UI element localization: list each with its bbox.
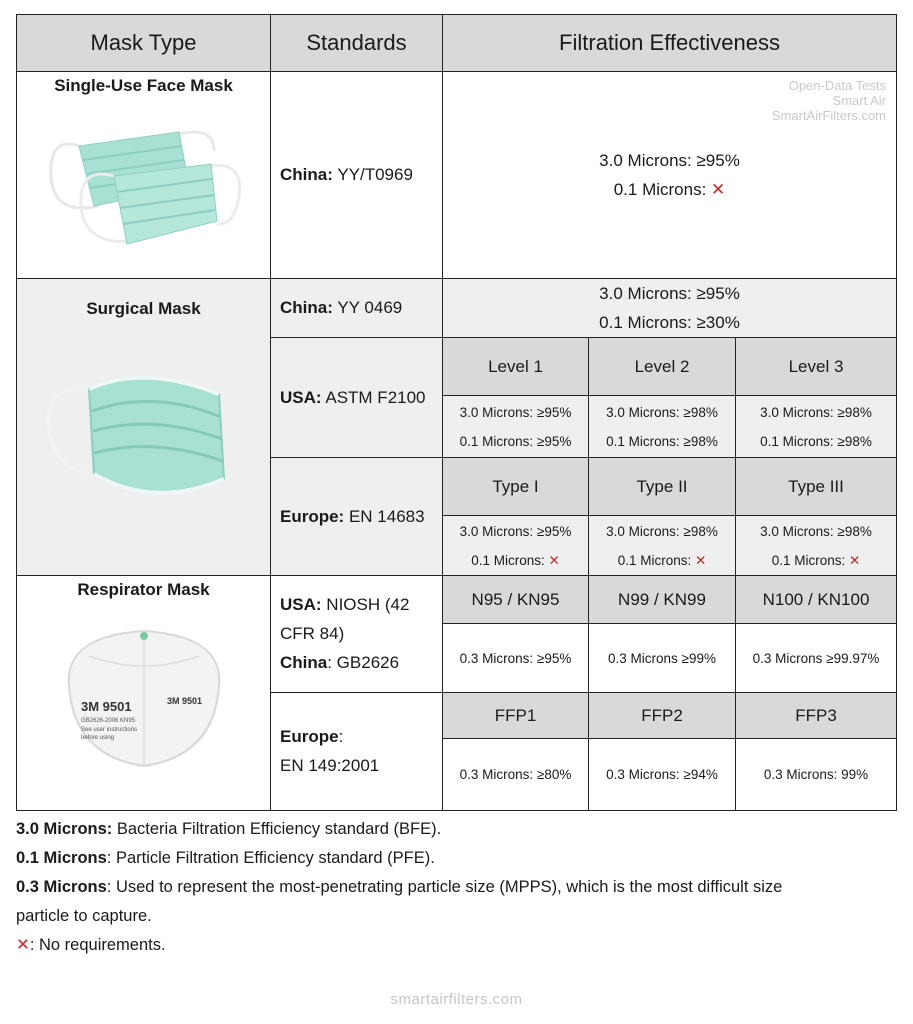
type-2-values: 3.0 Microns: ≥98% 0.1 Microns: ✕ <box>589 516 736 576</box>
mask-standards-table <box>16 14 897 811</box>
type-1-values: 3.0 Microns: ≥95% 0.1 Microns: ✕ <box>443 516 589 576</box>
svg-text:3M 9501: 3M 9501 <box>166 696 202 707</box>
header-standards: Standards <box>271 15 443 72</box>
level-1-header: Level 1 <box>443 337 589 395</box>
watermark: Open-Data Tests Smart Air SmartAirFilters.com <box>771 78 887 124</box>
class-ffp2-value: 0.3 Microns: ≥94% <box>589 738 736 810</box>
class-ffp3-header: FFP3 <box>736 692 897 738</box>
std-surgical-europe: Europe: EN 14683 <box>271 458 443 576</box>
type-3-values: 3.0 Microns: ≥98% 0.1 Microns: ✕ <box>736 516 897 576</box>
header-mask-type: Mask Type <box>17 15 271 72</box>
std-country: China: <box>280 165 333 185</box>
red-cross-icon: ✕ <box>694 552 707 568</box>
level-3-header: Level 3 <box>736 337 897 395</box>
svg-text:3M 9501: 3M 9501 <box>80 699 132 715</box>
red-cross-icon: ✕ <box>16 936 30 954</box>
level-1-values: 3.0 Microns: ≥95% 0.1 Microns: ≥95% <box>443 395 589 457</box>
mask-cell-respirator <box>17 576 271 811</box>
surgical-mask-image <box>44 359 244 519</box>
class-ffp3-value: 0.3 Microns: 99% <box>736 738 897 810</box>
std-name: YY/T0969 <box>337 165 413 185</box>
red-cross-icon: ✕ <box>848 552 861 568</box>
row-respirator-usa-classes <box>17 576 897 624</box>
note-01micron: 0.1 Microns: Particle Filtration Efficiency standard (PFE). <box>16 849 435 867</box>
std-surgical-china: China: YY 0469 <box>271 278 443 337</box>
mask-title-respirator: Respirator Mask <box>77 580 210 600</box>
svg-text:GB2626-2006 KN95: GB2626-2006 KN95 <box>80 718 135 725</box>
mask-cell-surgical <box>17 278 271 576</box>
note-3micron: 3.0 Microns: Bacteria Filtration Efficiency standard (BFE). <box>16 820 442 838</box>
row-surgical-china <box>17 278 897 337</box>
red-cross-icon: ✕ <box>711 179 726 199</box>
type-1-header: Type I <box>443 458 589 516</box>
std-respirator-usa-china: USA: NIOSH (42 CFR 84) China: GB2626 <box>271 576 443 692</box>
mask-title-surgical: Surgical Mask <box>86 298 201 318</box>
header-filtration: Filtration Effectiveness <box>443 15 897 72</box>
note-03micron: 0.3 Microns: Used to represent the most-penetrating particle size (MPPS), which is the most difficult size <box>16 878 783 896</box>
type-2-header: Type II <box>589 458 736 516</box>
level-2-values: 3.0 Microns: ≥98% 0.1 Microns: ≥98% <box>589 395 736 457</box>
class-n100-header: N100 / KN100 <box>736 576 897 624</box>
type-3-header: Type III <box>736 458 897 516</box>
class-n95-header: N95 / KN95 <box>443 576 589 624</box>
fx-line-01micron: 0.1 Microns: ✕ <box>613 179 726 199</box>
class-ffp1-value: 0.3 Microns: ≥80% <box>443 738 589 810</box>
row-single-use <box>17 72 897 279</box>
single-use-mask-image <box>39 106 249 256</box>
red-cross-icon: ✕ <box>548 552 560 568</box>
level-3-values: 3.0 Microns: ≥98% 0.1 Microns: ≥98% <box>736 395 897 457</box>
level-2-header: Level 2 <box>589 337 736 395</box>
class-n95-value: 0.3 Microns: ≥95% <box>443 624 589 692</box>
footer-url: smartairfilters.com <box>390 991 523 1008</box>
class-n100-value: 0.3 Microns ≥99.97% <box>736 624 897 692</box>
note-no-requirement: ✕: No requirements. <box>16 936 166 954</box>
mask-title-single-use: Single-Use Face Mask <box>54 76 233 96</box>
class-n99-header: N99 / KN99 <box>589 576 736 624</box>
table-header-row <box>17 15 897 72</box>
note-03micron-cont: particle to capture. <box>16 907 152 925</box>
class-ffp1-header: FFP1 <box>443 692 589 738</box>
footnotes <box>16 815 896 960</box>
fx-line-3micron: 3.0 Microns: ≥95% <box>599 150 740 170</box>
fx-surgical-china: 3.0 Microns: ≥95% 0.1 Microns: ≥30% <box>443 278 897 337</box>
mask-cell-single-use <box>17 72 271 279</box>
class-n99-value: 0.3 Microns ≥99% <box>589 624 736 692</box>
std-respirator-europe: Europe: EN 149:2001 <box>271 692 443 810</box>
fx-single-use <box>443 72 897 279</box>
class-ffp2-header: FFP2 <box>589 692 736 738</box>
svg-text:See user instructions: See user instructions <box>80 727 137 734</box>
std-surgical-usa: USA: ASTM F2100 <box>271 337 443 457</box>
respirator-mask-image <box>49 616 239 776</box>
std-single-use <box>271 72 443 279</box>
svg-text:before using: before using <box>80 735 114 742</box>
